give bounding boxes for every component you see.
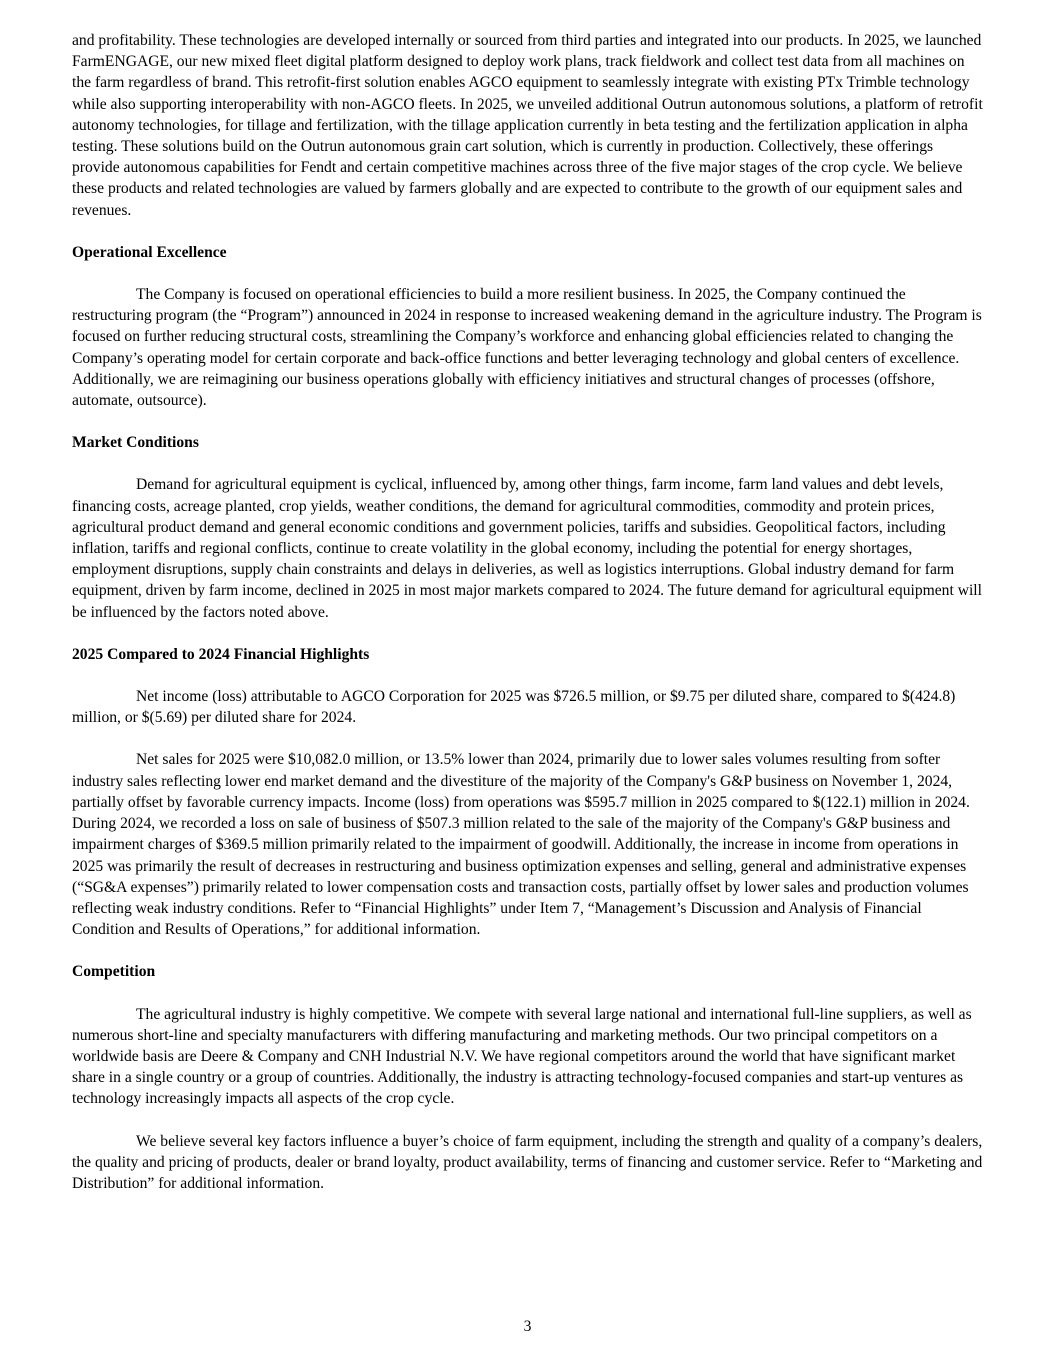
heading-financial-highlights: 2025 Compared to 2024 Financial Highlights — [72, 645, 370, 663]
heading-operational-excellence: Operational Excellence — [72, 243, 227, 261]
heading-market-conditions: Market Conditions — [72, 434, 199, 452]
paragraph-operational-excellence: The Company is focused on operational efficiencies to build a more resilient business. In 2025, the Company continued the restructuring program (the “Program”) announced in 2024 in response to increased weakening demand in the agriculture industry. The Program is focused on further reducing structural costs, streamlining the Company’s workforce and enhancing global efficiencies related to changing the Company’s operating model for certain corporate and back-office functions and better leveraging technology and global centers of excellence. Additionally, we are reimagining our business operations globally with efficiency initiatives and structural changes of processes (offshore, automate, outsource). — [72, 286, 982, 410]
paragraph-competition-factors: We believe several key factors influence a buyer’s choice of farm equipment, including the strength and quality of a company’s dealers, the quality and pricing of products, dealer or brand loyalty, product availability, terms of financing and customer service. Refer to “Marketing and Distribution” for additional information. — [72, 1132, 983, 1192]
paragraph-financial-net-income: Net income (loss) attributable to AGCO Corporation for 2025 was $726.5 million, or $9.75 per diluted share, compared to $(424.8) million, or $(5.69) per diluted share for 2024. — [72, 688, 956, 727]
heading-competition: Competition — [72, 963, 156, 981]
paragraph-market-conditions: Demand for agricultural equipment is cyclical, influenced by, among other things, farm income, farm land values and debt levels, financing costs, acreage planted, crop yields, weather conditions, the demand for agricultural commodities, commodity and protein prices, agricultural product demand and general economic conditions and government policies, tariffs and subsidies. Geopolitical factors, including inflation, tariffs and regional conflicts, continue to create volatility in the global economy, including the potential for energy shortages, employment disruptions, supply chain constraints and delays in deliveries, as well as logistics interruptions. Global industry demand for farm equipment, driven by farm income, declined in 2025 in most major markets compared to 2024. The future demand for agricultural equipment will be influenced by the factors noted above. — [72, 476, 982, 621]
paragraph-financial-net-sales: Net sales for 2025 were $10,082.0 million, or 13.5% lower than 2024, primarily due to lower sales volumes resulting from softer industry sales reflecting lower end market demand and the divestiture of the majority of the Company's G&P business on November 1, 2024, partially offset by favorable currency impacts. Income (loss) from operations was $595.7 million in 2025 compared to $(122.1) million in 2024. During 2024, we recorded a loss on sale of business of $507.3 million related to the sale of the majority of the Company's G&P business and impairment charges of $369.5 million primarily related to the impairment of goodwill. Additionally, the increase in income from operations in 2025 was primarily the result of decreases in restructuring and business optimization expenses and selling, general and administrative expenses (“SG&A expenses”) primarily related to lower compensation costs and transaction costs, partially offset by lower sales and production volumes reflecting weak industry conditions. Refer to “Financial Highlights” under Item 7, “Management’s Discussion and Analysis of Financial Condition and Results of Operations,” for additional information. — [72, 751, 970, 939]
document-page — [72, 30, 984, 1215]
page-number: 3 — [523, 1318, 532, 1335]
paragraph-competition-industry: The agricultural industry is highly competitive. We compete with several large national and international full-line suppliers, as well as numerous short-line and specialty manufacturers with differing manufacturing and marketing methods. Our two principal competitors on a worldwide basis are Deere & Company and CNH Industrial N.V. We have regional competitors around the world that have significant market share in a single country or a group of countries. Additionally, the industry is attracting technology-focused companies and start-up ventures as technology increasingly impacts all aspects of the crop cycle. — [72, 1005, 972, 1108]
paragraph-intro: and profitability. These technologies are developed internally or sourced from third parties and integrated into our products. In 2025, we launched FarmENGAGE, our new mixed fleet digital platform designed to deploy work plans, track fieldwork and collect test data from all machines on the farm regardless of brand. This retrofit-first solution enables AGCO equipment to seamlessly integrate with existing PTx Trimble technology while also supporting interoperability with non-AGCO fleets. In 2025, we unveiled additional Outrun autonomous solutions, a platform of retrofit autonomy technologies, for tillage and fertilization, with the tillage application currently in beta testing and the fertilization application in alpha testing. These solutions build on the Outrun autonomous grain cart solution, which is currently in production. Collectively, these offerings provide autonomous capabilities for Fendt and certain competitive machines across three of the five major stages of the crop cycle. We believe these products and related technologies are valued by farmers globally and are expected to contribute to the growth of our equipment sales and revenues. — [72, 32, 983, 219]
